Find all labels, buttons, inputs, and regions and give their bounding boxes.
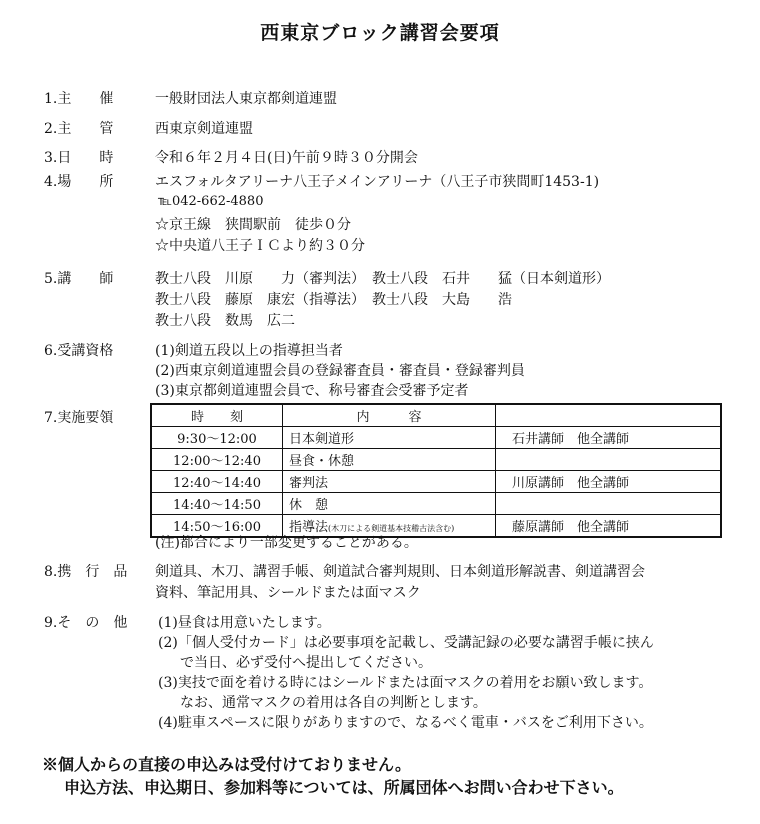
- row-content-note: (木刀による剣道基本技稽古法含む): [328, 524, 455, 533]
- table-row: [151, 493, 721, 515]
- supervisor-text: 西東京剣道連盟: [155, 121, 253, 137]
- notice-line: ※個人からの直接の申込みは受付けておりません。: [42, 755, 411, 774]
- row-content-text: 指導法: [289, 520, 329, 535]
- other-line: で当日、必ず受付へ提出してください。: [180, 655, 432, 671]
- time-header: 時 刻: [151, 404, 283, 427]
- row-time: 9:30〜12:00: [151, 427, 283, 449]
- venue-phone: ℡042-662-4880: [158, 194, 264, 209]
- other-line: (2)「個人受付カード」は必要事項を記載し、受講記録の必要な講習手帳に挟ん: [158, 635, 654, 651]
- instructor-header: [496, 404, 722, 427]
- venue-label: 4.場 所: [44, 174, 114, 190]
- belongings-line: 資料、筆記用具、シールドまたは面マスク: [155, 585, 421, 601]
- row-time: 12:40〜14:40: [151, 471, 283, 493]
- table-header-row: [151, 404, 721, 427]
- qualification-line: (3)東京都剣道連盟会員で、称号審査会受審予定者: [155, 383, 469, 399]
- belongings-line: 剣道具、木刀、講習手帳、剣道試合審判規則、日本剣道形解説書、剣道講習会: [155, 564, 645, 580]
- other-label: 9.そ の 他: [44, 615, 128, 631]
- row-instructor: 藤原講師 他全講師: [496, 515, 722, 538]
- content-header: 内 容: [283, 404, 496, 427]
- qualification-line: (1)剣道五段以上の指導担当者: [155, 343, 343, 359]
- schedule-footnote: (注)都合により一部変更することがある。: [155, 535, 418, 551]
- instructors-line: 教士八段 数馬 広二: [155, 313, 295, 329]
- venue-access: ☆京王線 狭間駅前 徒歩０分: [155, 217, 351, 233]
- row-time: 12:00〜12:40: [151, 449, 283, 471]
- other-line: (4)駐車スペースに限りがありますので、なるべく電車・バスをご利用下さい。: [158, 715, 653, 731]
- table-row: [151, 427, 721, 449]
- row-instructor: 川原講師 他全講師: [496, 471, 722, 493]
- qualification-label: 6.受講資格: [44, 343, 114, 359]
- table-row: [151, 449, 721, 471]
- schedule-label: 7.実施要領: [44, 410, 114, 426]
- other-line: なお、通常マスクの着用は各自の判断とします。: [180, 695, 487, 711]
- other-line: (1)昼食は用意いたします。: [158, 615, 331, 631]
- notice-line: 申込方法、申込期日、参加料等については、所属団体へお問い合わせ下さい。: [64, 778, 624, 797]
- row-content: 審判法: [283, 471, 496, 493]
- row-content: 昼食・休憩: [283, 449, 496, 471]
- host-label: 1.主 催: [44, 91, 114, 107]
- schedule-table: [150, 403, 722, 538]
- table-row: [151, 471, 721, 493]
- supervisor-label: 2.主 管: [44, 121, 114, 137]
- row-content: 休 憩: [283, 493, 496, 515]
- venue-line: エスフォルタアリーナ八王子メインアリーナ（八王子市狭間町1453-1): [155, 174, 600, 190]
- instructors-line: 教士八段 藤原 康宏（指導法） 教士八段 大島 浩: [155, 292, 512, 308]
- qualification-line: (2)西東京剣道連盟会員の登録審査員・審査員・登録審判員: [155, 363, 525, 379]
- row-instructor: [496, 493, 722, 515]
- date-label: 3.日 時: [44, 150, 114, 166]
- document-title: 西東京ブロック講習会要項: [260, 22, 500, 44]
- host-text: 一般財団法人東京都剣道連盟: [155, 91, 337, 107]
- other-line: (3)実技で面を着ける時にはシールドまたは面マスクの着用をお願い致します。: [158, 675, 653, 691]
- row-time: 14:50〜16:00: [151, 515, 283, 538]
- row-instructor: [496, 449, 722, 471]
- instructors-line: 教士八段 川原 力（審判法） 教士八段 石井 猛（日本剣道形）: [155, 271, 610, 287]
- instructors-label: 5.講 師: [44, 271, 114, 287]
- belongings-label: 8.携 行 品: [44, 564, 128, 580]
- date-text: 令和６年２月４日(日)午前９時３０分開会: [155, 150, 418, 166]
- venue-access: ☆中央道八王子ＩＣより約３０分: [155, 238, 365, 254]
- row-content: 日本剣道形: [283, 427, 496, 449]
- row-time: 14:40〜14:50: [151, 493, 283, 515]
- row-instructor: 石井講師 他全講師: [496, 427, 722, 449]
